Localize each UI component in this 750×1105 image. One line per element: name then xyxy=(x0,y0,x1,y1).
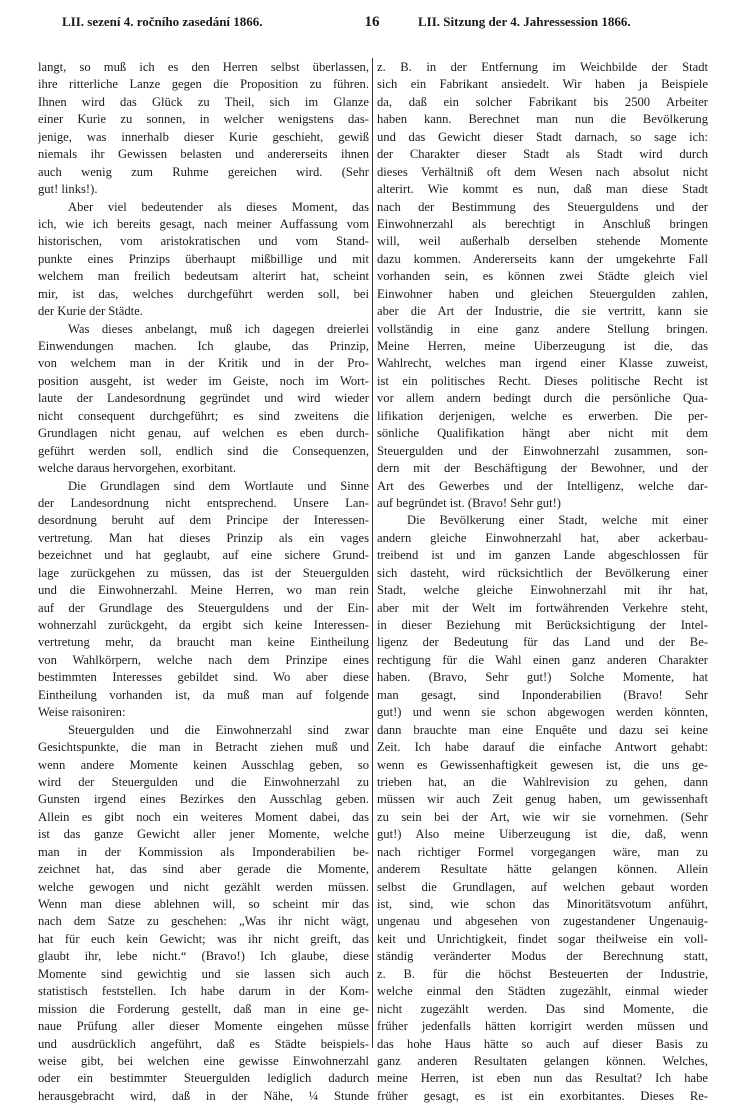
text-line: lifikation derjenigen, welche es erwerben. Die per- xyxy=(377,408,708,423)
text-line: niemals ihr Gewissen belasten und andererseits ihnen xyxy=(38,147,369,162)
text-line: auch wenig zum Ruhme gereichen wird. (Sehr xyxy=(38,164,369,179)
page-header xyxy=(0,14,750,36)
text-line: der Charakter dieser Stadt als Stadt wird durch xyxy=(377,147,708,162)
text-line: z. B. für die höchst Besteuerten der Industrie, xyxy=(377,966,708,981)
text-line: Grundlagen nicht genau, auf welchen es eben durch- xyxy=(38,426,369,441)
text-line: haben. (Bravo, Sehr gut!) Solche Momente, hat xyxy=(377,670,708,685)
text-line: Gunsten irgend eines Bezirkes den Ausschlag geben. xyxy=(38,792,369,807)
text-line: nicht consequent durchgeführt; es sind zweitens die xyxy=(38,408,369,423)
text-line: Meine Herren, meine Uiberzeugung ist die, das xyxy=(377,339,708,353)
text-line: Wenn man diese ablehnen will, so scheint mir das xyxy=(38,897,369,911)
text-line: Einwohnerzahl als berechtigt in Anschluß bringen xyxy=(377,216,708,231)
text-line: und die Einwohnerzahl. Meine Herren, wo man rein xyxy=(38,583,369,598)
text-line: zu sein bei der Art, wie wir sie vornehmen. (Sehr xyxy=(377,809,708,824)
text-line: selbst die Grundlagen, auf welchen gebaut worden xyxy=(377,879,708,894)
text-line: welche daraus hervorgehen, exorbitant. xyxy=(38,461,237,476)
text-line: Ihnen wird das Glück zu Theil, sich im Glanze xyxy=(38,94,369,109)
text-line: Eintheilung vorhanden ist, da muß man auf folgende xyxy=(38,687,369,702)
text-line: jenige, was innerhalb dieser Kurie geschieht, gewiß xyxy=(38,129,369,144)
text-line: dern mit der Beschäftigung der Bewohner, und der xyxy=(377,461,708,476)
text-line: zeichnet hat, das sind aber gerade die Momente, xyxy=(38,862,369,877)
text-line: von Wahlkörpern, welche nach dem Prinzipe eines xyxy=(38,652,369,667)
text-line: lage zurückgehen zu müssen, das ist der Steuergulden xyxy=(38,565,369,580)
text-line: laute der Landesordnung gegründet und wird wieder xyxy=(38,391,369,406)
text-line: ihre ritterliche Lanze gegen die Proposition zu führen. xyxy=(38,77,369,92)
text-line: man gesagt, sind Inponderabilien (Bravo! Sehr xyxy=(377,687,708,702)
text-line: ist, sind, wie schon das Minoritätsvotum anführt, xyxy=(377,897,708,911)
text-line: vertretung. Man hat dieses Prinzip als ein vages xyxy=(38,530,369,545)
page-number: 16 xyxy=(364,14,380,30)
text-line: alterirt. Wie kommt es nun, daß man diese Stadt xyxy=(377,182,708,197)
text-line: der Kurie der Städte. xyxy=(38,304,143,319)
text-line: herausgebracht wird, daß in der Nähe, ¼ Stunde xyxy=(38,1088,369,1103)
text-line: gut!) Also meine Uiberzeugung ist die, daß, wenn xyxy=(377,827,708,842)
text-line: rechtigung für die Wahl einen ganz anderen Charakter xyxy=(377,652,708,667)
text-line: Weise raisoniren: xyxy=(38,705,126,720)
text-line: ist das ganze Gewicht aller jener Momente, welche xyxy=(38,827,369,842)
text-line: welche gewogen und nicht gezählt werden müssen. xyxy=(38,879,369,894)
text-line: gut! links!). xyxy=(38,182,98,197)
text-line: früher jedenfalls hätten korrigirt werden müssen und xyxy=(377,1019,708,1034)
text-line: ganz anderen Resultaten gelangen können. Welches, xyxy=(377,1053,708,1068)
text-line: sich ein Fabrikant ansiedelt. Wir haben ja Beispiele xyxy=(377,77,708,92)
text-line: desordnung beruht auf dem Principe der Interessen- xyxy=(38,513,369,528)
text-line: müssen wir auch Zeit genug haben, um gewissenhaft xyxy=(377,792,708,807)
text-line: weise gibt, bei welchen eine gewisse Einwohnerzahl xyxy=(38,1053,369,1068)
text-line: mission die Forderung gestellt, daß man in eine ge- xyxy=(38,1001,369,1016)
text-line: will, weil außerhalb derselben stehende Momente xyxy=(377,234,708,249)
text-line: vertretung mehr, da braucht man keine Eintheilung xyxy=(38,635,369,650)
text-line: ungenau und abgesehen von zugestandener Ungenauig- xyxy=(377,914,708,929)
text-line: sich dasteht, wird rücksichtlich der Bevölkerung einer xyxy=(377,565,708,580)
text-line: historischen, vom aristokratischen und vom Stand- xyxy=(38,234,369,249)
text-line: von welchem man in der Kritik und in der Pro- xyxy=(38,356,369,371)
text-line: und ausdrücklich angeführt, daß es Städte beispiels- xyxy=(38,1036,369,1051)
text-line: Stadt, welche gleiche Einwohnerzahl mit ihr hat, xyxy=(377,583,708,598)
text-line: dieses Verhältniß oft dem Wesen nach absolut nicht xyxy=(377,164,708,179)
text-line: nach richtiger Formel vorgegangen wäre, man zu xyxy=(377,844,708,859)
text-line: geführt werden soll, endlich sind die Consequenzen, xyxy=(38,443,369,458)
text-line: auf begründet ist. (Bravo! Sehr gut!) xyxy=(377,495,561,510)
text-line: keit und Unrichtigkeit, findet sogar theilweise ein voll- xyxy=(377,931,708,946)
text-line: meine Herren, ist eben nun das Resultat? Ich habe xyxy=(377,1071,708,1086)
text-line: wird der Steuergulden und die Einwohnerzahl zu xyxy=(38,774,369,789)
text-line: nach der Bestimmung des Steuerguldens und der xyxy=(377,199,708,214)
text-line: haben kann. Berechnet man nun die Bevölkerung xyxy=(377,112,708,127)
text-line: bestimmten Interesses gebildet sind. Wo aber diese xyxy=(38,670,369,685)
text-line: glaubt ihr, lebe nicht.“ (Bravo!) Ich glaube, diese xyxy=(38,949,369,964)
text-line: Art des Gewerbes und der Intelligenz, welche dar- xyxy=(377,478,708,493)
text-line: position ausgeht, ist weder im Geiste, noch im Wort- xyxy=(38,373,369,388)
column-divider xyxy=(372,58,373,1048)
text-line: Steuergulden und die Einwohnerzahl sind zwar xyxy=(68,722,369,737)
header-german-title: LII. Sitzung der 4. Jahressession 1866. xyxy=(418,14,631,29)
text-line: Einwohner haben und gleichen Steuergulden zahlen, xyxy=(377,286,708,301)
text-line: statistisch feststellen. Ich habe darum in der Kom- xyxy=(38,984,369,999)
text-line: vorhanden sein, es können zwei Städte gleich viel xyxy=(377,269,708,284)
text-line: vor allem andern bedingt durch die persönliche Qua- xyxy=(377,391,708,406)
text-line: z. B. in der Entfernung im Weichbilde der Stadt xyxy=(377,60,708,74)
text-line: Die Bevölkerung einer Stadt, welche mit einer xyxy=(407,513,708,528)
text-line: wohnerzahl zurückgeht, da ergibt sich keine Interessen- xyxy=(38,618,369,632)
text-line: da, daß ein solcher Fabrikant bis 2500 Arbeiter xyxy=(377,94,708,109)
text-line: oder ein bestimmter Steuergulden lediglich dadurch xyxy=(38,1071,369,1086)
text-line: Gesichtspunkte, die man in Betracht ziehen muß und xyxy=(38,740,369,755)
text-line: hat für euch kein Gewicht; was ihr nicht greift, das xyxy=(38,931,369,946)
text-line: aber mit der Welt im fortwährenden Verkehre steht, xyxy=(377,600,708,615)
text-line: Was dieses anbelangt, muß ich dagegen dreierlei xyxy=(68,321,369,336)
text-line: das hohe Haus hätte so auch auf dieser Basis zu xyxy=(377,1036,708,1051)
text-line: sönliche Qualifikation hängt aber nicht mit dem xyxy=(377,426,708,441)
text-line: andern gleiche Einwohnerzahl hat, aber ackerbau- xyxy=(377,530,708,545)
text-line: wenn andere Momente keinen Ausschlag geben, so xyxy=(38,757,369,772)
text-line: und das Gewicht dieser Stadt darnach, so sage ich: xyxy=(377,129,708,144)
text-line: wenn es Gewissenhaftigkeit gewesen ist, die uns ge- xyxy=(377,757,708,772)
text-line: bezeichnet und hat geglaubt, auf eine sichere Grund- xyxy=(38,548,369,563)
text-line: früher gesagt, es ist ein exorbitantes. Dieses Re- xyxy=(377,1088,708,1103)
text-line: Wahlrecht, welches man irgend einer Klasse zuweist, xyxy=(377,356,708,371)
text-line: ständig veränderter Modus der Berechnung statt, xyxy=(377,949,708,964)
text-line: nicht zugezählt werden. Das sind Momente, die xyxy=(377,1001,708,1016)
text-line: naue Prüfung aller dieser Momente eingehen müsse xyxy=(38,1019,369,1034)
text-line: langt, so muß ich es den Herren selbst überlassen, xyxy=(38,60,369,74)
text-line: mir, ist das, welches durchgeführt werden soll, bei xyxy=(38,286,369,301)
text-line: Zeit. Ich habe darauf die einfache Antwort gehabt: xyxy=(377,740,708,755)
text-line: dazu kommen. Andererseits kann der umgekehrte Fall xyxy=(377,251,708,266)
text-line: nach dem Satze zu geschehen: „Was ihr nicht wägt, xyxy=(38,914,369,929)
text-line: punkte eines Prinzips überhaupt mißbillige und mit xyxy=(38,251,369,266)
text-line: treibend ist und im ganzen Lande abgeschlossen für xyxy=(377,548,708,563)
text-line: einer Kurie zu sonnen, in welcher wenigstens das- xyxy=(38,112,369,127)
text-line: man in der Kommission als Imponderabilien be- xyxy=(38,844,369,859)
text-line: Die Grundlagen sind dem Wortlaute und Sinne xyxy=(68,478,369,493)
text-line: dann brauchte man eine Enquête und dazu sei keine xyxy=(377,722,708,737)
text-line: Einwendungen machen. Ich glaube, das Prinzip, xyxy=(38,339,369,353)
text-line: trieben hat, an die Wahlrevision zu gehen, dann xyxy=(377,774,708,789)
header-czech-title: LII. sezení 4. ročního zasedání 1866. xyxy=(62,14,263,29)
right-text-column xyxy=(377,59,708,1105)
text-line: vollständig in eine ganz andere Stellung bringen. xyxy=(377,321,708,336)
left-text-column xyxy=(38,59,369,1105)
text-line: Momente sind gewichtig und sie lassen sich auch xyxy=(38,966,369,981)
text-line: Allein es gibt noch ein weiteres Moment dabei, das xyxy=(38,809,369,824)
text-line: ligenz der Bedeutung für das Land und der Be- xyxy=(377,635,708,650)
text-line: in dieser Beziehung mit Berücksichtigung der Intel- xyxy=(377,618,708,632)
text-line: welche einmal den Städten zugezählt, einmal wieder xyxy=(377,984,708,999)
text-line: anderem Resultate hätte gelangen können. Allein xyxy=(377,862,708,877)
text-line: ich, wie ich bereits gesagt, nach meiner Auffassung vom xyxy=(38,216,369,231)
text-line: Aber viel bedeutender als dieses Moment, das xyxy=(68,199,369,214)
text-line: welchem man freilich bedeutsam alterirt hat, scheint xyxy=(38,269,369,284)
text-line: ist ein politisches Recht. Dieses politische Recht ist xyxy=(377,373,708,388)
text-line: gut!) und wenn sie schon abgewogen werden könnten, xyxy=(377,705,708,720)
text-line: Steuergulden und der Einwohnerzahl zusammen, son- xyxy=(377,443,708,458)
text-line: auf der Grundlage des Steuerguldens und der Ein- xyxy=(38,600,369,615)
text-line: aber die Art der Industrie, die sie vertritt, kann sie xyxy=(377,304,708,319)
text-line: der Landesordnung nicht entsprechend. Unsere Lan- xyxy=(38,495,369,510)
